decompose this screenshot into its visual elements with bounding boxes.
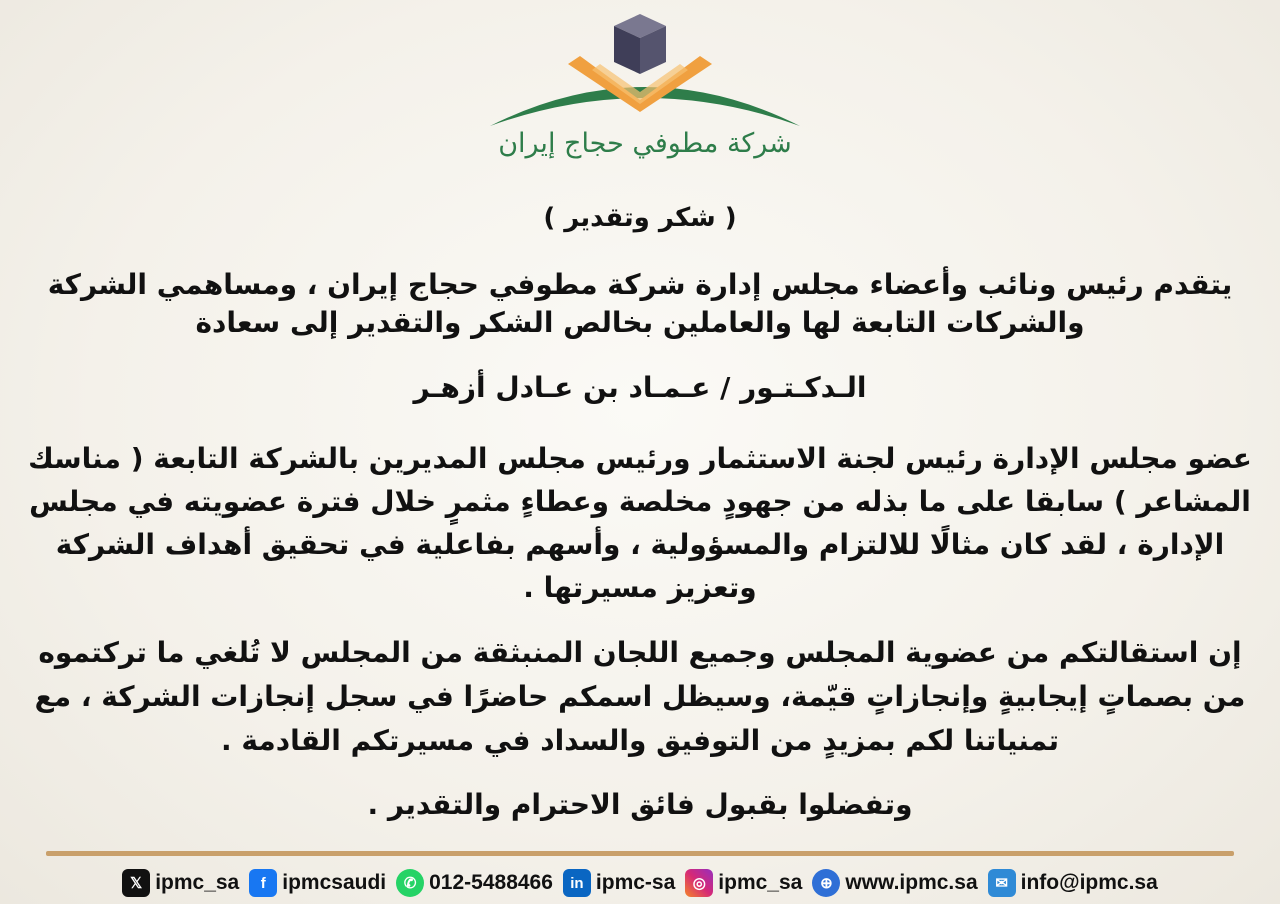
contact-facebook-label: ipmcsaudi: [282, 871, 387, 894]
contact-whatsapp-label: 012-5488466: [429, 871, 553, 894]
letter-closing: وتفضلوا بقبول فائق الاحترام والتقدير .: [367, 788, 913, 821]
contact-x-label: ipmc_sa: [155, 871, 240, 894]
letter-body-paragraph-2: إن استقالتكم من عضوية المجلس وجميع اللجان المنبثقة من المجلس لا تُلغي ما تركتموه من بصماتٍ إيجابيةٍ وإنجازاتٍ قيّمة، وسيظل اسمكم حاضرًا في سجل إنجازات الشركة ، مع تمنياتنا لكم بمزيدٍ من التوفيق والسداد في مسيرتكم القادمة .: [34, 636, 1246, 757]
letter-title: ( شكر وتقدير ): [543, 203, 737, 233]
contact-facebook[interactable]: [249, 869, 386, 897]
contact-instagram[interactable]: [685, 869, 802, 897]
globe-icon: ⊕: [812, 869, 840, 897]
letter-body-paragraph-1: عضو مجلس الإدارة رئيس لجنة الاستثمار ورئيس مجلس المديرين بالشركة التابعة ( مناسك المشاعر ) سابقا على ما بذله من جهودٍ مخلصة وعطاءٍ مثمرٍ خلال فترة عضويته في مجلس الإدارة ، لقد كان مثالًا للالتزام والمسؤولية ، وأسهم بفاعلية في تحقيق أهداف الشركة وتعزيز مسيرتها .: [28, 442, 1252, 604]
contact-linkedin[interactable]: [563, 869, 675, 897]
whatsapp-icon: ✆: [396, 869, 424, 897]
contact-email-label: info@ipmc.sa: [1020, 871, 1158, 894]
contact-email[interactable]: [988, 869, 1158, 897]
linkedin-icon: in: [563, 869, 591, 897]
contact-instagram-label: ipmc_sa: [718, 871, 803, 894]
contact-footer: [0, 866, 1280, 900]
contact-website[interactable]: [812, 869, 977, 897]
facebook-icon: f: [249, 869, 277, 897]
x-icon: 𝕏: [122, 869, 150, 897]
email-icon: ✉: [988, 869, 1016, 897]
contact-linkedin-label: ipmc-sa: [595, 871, 676, 894]
footer-divider: [46, 851, 1234, 856]
letter-intro-paragraph: يتقدم رئيس ونائب وأعضاء مجلس إدارة شركة مطوفي حجاج إيران ، ومساهمي الشركة والشركات التابعة لها والعاملين بخالص الشكر والتقدير إلى سعادة: [47, 268, 1233, 339]
kaaba-logo-icon: [480, 8, 810, 138]
contact-whatsapp[interactable]: [396, 869, 553, 897]
contact-website-label: www.ipmc.sa: [845, 871, 978, 894]
contact-x[interactable]: [122, 869, 239, 897]
instagram-icon: ◎: [685, 869, 713, 897]
company-name: شركة مطوفي حجاج إيران: [498, 128, 792, 159]
honoree-name: الـدكـتـور / عـمـاد بن عـادل أزهـر: [413, 371, 867, 404]
